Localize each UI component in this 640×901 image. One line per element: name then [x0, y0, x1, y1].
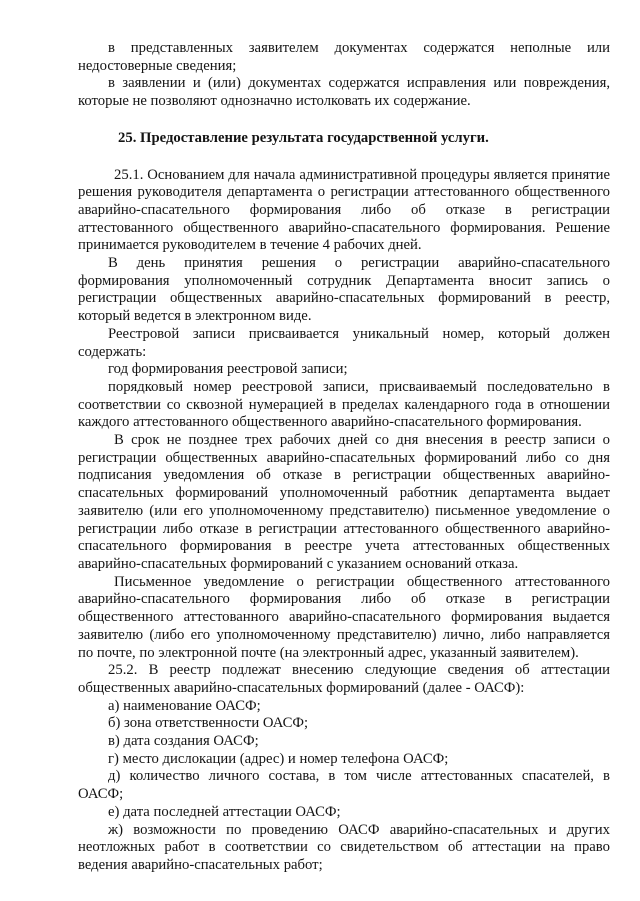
section-heading: 25. Предоставление результата государственной услуги. [118, 129, 489, 146]
list-item-v: в) дата создания ОАСФ; [108, 733, 259, 750]
paragraph-written-notice: Письменное уведомление о регистрации общественного аттестованного аварийно-спасательного формирования либо об отказе в регистрации общественного аттестованного аварийно-спасательного формирования выдается заявителю (либо его уполномоченному представителю) лично, либо направляется по почте, по электронной почте (на электронный адрес, указанный заявителем). [78, 573, 610, 661]
paragraph-record-year: год формирования реестровой записи; [108, 361, 348, 378]
list-item-zh: ж) возможности по проведению ОАСФ аварийно-спасательных и других неотложных работ в соответствии со свидетельством об аттестации на право ведения аварийно-спасательных работ; [78, 821, 610, 873]
paragraph-25-1: 25.1. Основанием для начала административной процедуры является принятие решения руководителя департамента о регистрации аттестованного общественного аварийно-спасательного формирования либо об отказе в регистрации аттестованного общественного аварийно-спасательного формирования. Решение принимается руководителем в течение 4 рабочих дней. [78, 166, 610, 254]
paragraph-25-2: 25.2. В реестр подлежат внесению следующие сведения об аттестации общественных аварийно-спасательных формирований (далее - ОАСФ): [78, 662, 610, 696]
paragraph-registration-day: В день принятия решения о регистрации аварийно-спасательного формирования уполномоченный сотрудник Департамента вносит запись о регистрации общественных аварийно-спасательных формирований в реестр, который ведется в электронном виде. [78, 255, 610, 325]
paragraph-incomplete-info: в представленных заявителем документах содержатся неполные или недостоверные сведения; [78, 40, 610, 74]
list-item-b: б) зона ответственности ОАСФ; [108, 715, 309, 732]
list-item-a: а) наименование ОАСФ; [108, 697, 261, 714]
paragraph-sequence-number: порядковый номер реестровой записи, присваиваемый последовательно в соответствии со сквозной нумерацией в пределах календарного года в отношении каждого аттестованного общественного аварийно-спасательного формирования. [78, 378, 610, 431]
list-item-e: е) дата последней аттестации ОАСФ; [108, 803, 341, 820]
paragraph-registry-number: Реестровой записи присваивается уникальный номер, который должен содержать: [78, 325, 610, 360]
paragraph-corrections: в заявлении и (или) документах содержатся исправления или повреждения, которые не позволяют однозначно истолковать их содержание. [78, 75, 610, 110]
paragraph-notification-deadline: В срок не позднее трех рабочих дней со дня внесения в реестр записи о регистрации общественных аварийно-спасательных формирований либо со дня подписания уведомления об отказе в регистрации общественных аварийно-спасательных формирований уполномоченный работник департамента выдает заявителю (или его уполномоченному представителю) письменное уведомление о регистрации либо отказе в регистрации аттестованного общественного аварийно-спасательного формирования в реестре учета аттестованных общественных аварийно-спасательных формирований с указанием оснований отказа. [78, 432, 610, 572]
list-item-g: г) место дислокации (адрес) и номер телефона ОАСФ; [108, 750, 449, 767]
list-item-d: д) количество личного состава, в том числе аттестованных спасателей, в ОАСФ; [78, 768, 610, 803]
